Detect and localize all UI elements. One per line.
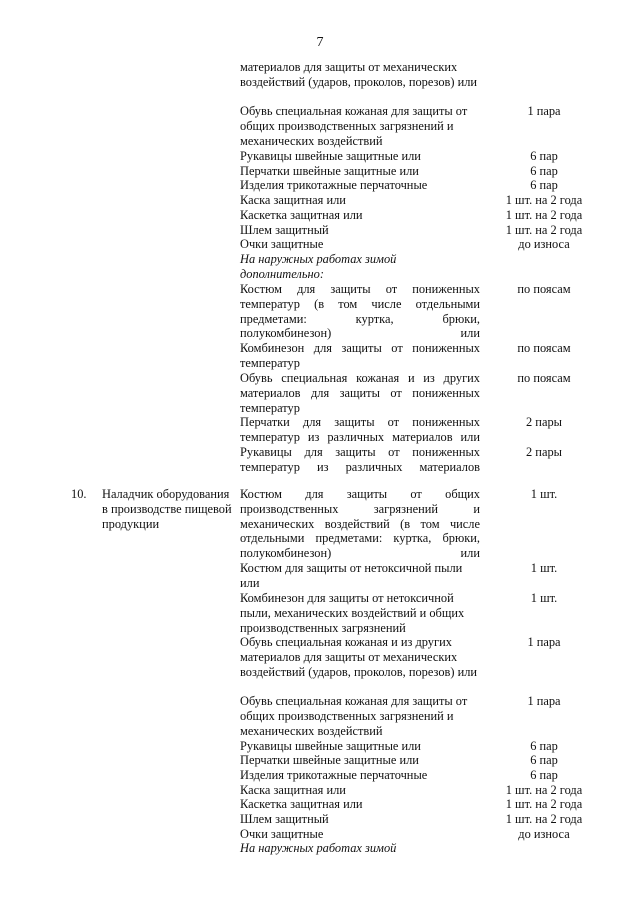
ppe-quantity: 1 шт. (530, 591, 558, 605)
ppe-quantity: 1 шт. на 2 года (505, 812, 583, 826)
ppe-item: Изделия трикотажные перчаточные (240, 768, 428, 782)
ppe-quantity: 1 пара (527, 635, 561, 649)
ppe-item: Обувь специальная кожаная для защиты от общих производственных загрязнений и механических воздействий (240, 104, 468, 148)
ppe-quantity: до износа (518, 237, 570, 251)
ppe-quantity: 1 шт. на 2 года (505, 208, 583, 222)
ppe-quantity: 2 пары (526, 445, 562, 459)
ppe-item: Каска защитная или (240, 783, 346, 797)
ppe-quantity: 6 пар (530, 753, 558, 767)
ppe-quantity: 1 пара (527, 104, 561, 118)
ppe-item: Рукавицы швейные защитные или (240, 739, 421, 753)
ppe-quantity: 1 шт. (530, 487, 558, 501)
ppe-item: Шлем защитный (240, 812, 329, 826)
ppe-item: Перчатки для защиты от пониженных температур из различных материалов или (240, 415, 480, 444)
page-number: 7 (316, 35, 324, 50)
winter-note: На наружных работах зимой дополнительно: (240, 252, 397, 281)
ppe-item: Очки защитные (240, 237, 324, 251)
ppe-item: Шлем защитный (240, 223, 329, 237)
ppe-quantity: 2 пары (526, 415, 562, 429)
ppe-item: Изделия трикотажные перчаточные (240, 178, 428, 192)
ppe-quantity: 1 пара (527, 694, 561, 708)
ppe-item: Каска защитная или (240, 193, 346, 207)
ppe-quantity: по поясам (517, 371, 571, 385)
ppe-item: Комбинезон для защиты от нетоксичной пыли, механических воздействий и общих производственных загрязнений (240, 591, 465, 635)
ppe-quantity: 1 шт. на 2 года (505, 223, 583, 237)
ppe-quantity: 1 шт. на 2 года (505, 783, 583, 797)
ppe-item: Очки защитные (240, 827, 324, 841)
ppe-item: Перчатки швейные защитные или (240, 753, 419, 767)
ppe-item: Костюм для защиты от пониженных температур (в том числе отдельными предметами: куртка, брюки, полукомбинезон) или (240, 282, 480, 341)
ppe-quantity: 1 шт. на 2 года (505, 797, 583, 811)
ppe-item: Рукавицы для защиты от пониженных температур из различных материалов (240, 445, 480, 474)
winter-note: На наружных работах зимой (240, 841, 397, 855)
ppe-quantity: 6 пар (530, 164, 558, 178)
ppe-quantity: 6 пар (530, 149, 558, 163)
ppe-quantity: 6 пар (530, 178, 558, 192)
ppe-quantity: до износа (518, 827, 570, 841)
ppe-item: Перчатки швейные защитные или (240, 164, 419, 178)
ppe-item: Каскетка защитная или (240, 208, 363, 222)
ppe-item: Обувь специальная кожаная и из других материалов для защиты от пониженных температур (240, 371, 480, 415)
ppe-item: Рукавицы швейные защитные или (240, 149, 421, 163)
ppe-item: Костюм для защиты от общих производственных загрязнений и механических воздействий (в том числе отдельными предметами: куртка, брюки, полукомбинезон) или (240, 487, 480, 561)
ppe-item: Костюм для защиты от нетоксичной пыли или (240, 561, 463, 590)
ppe-item: Обувь специальная кожаная для защиты от общих производственных загрязнений и механических воздействий (240, 694, 468, 738)
ppe-item: Каскетка защитная или (240, 797, 363, 811)
job-title: Наладчик оборудования в производстве пищевой продукции (102, 487, 232, 531)
ppe-item: Обувь специальная кожаная и из других материалов для защиты от механических воздействий (ударов, проколов, порезов) или (240, 635, 478, 679)
ppe-quantity: по поясам (517, 341, 571, 355)
ppe-quantity: по поясам (517, 282, 571, 296)
ppe-quantity: 6 пар (530, 739, 558, 753)
ppe-item: Комбинезон для защиты от пониженных температур (240, 341, 480, 370)
ppe-quantity: 1 шт. (530, 561, 558, 575)
ppe-quantity: 1 шт. на 2 года (505, 193, 583, 207)
row-number: 10. (71, 487, 87, 501)
ppe-quantity: 6 пар (530, 768, 558, 782)
ppe-item: материалов для защиты от механических воздействий (ударов, проколов, порезов) или (240, 60, 478, 89)
